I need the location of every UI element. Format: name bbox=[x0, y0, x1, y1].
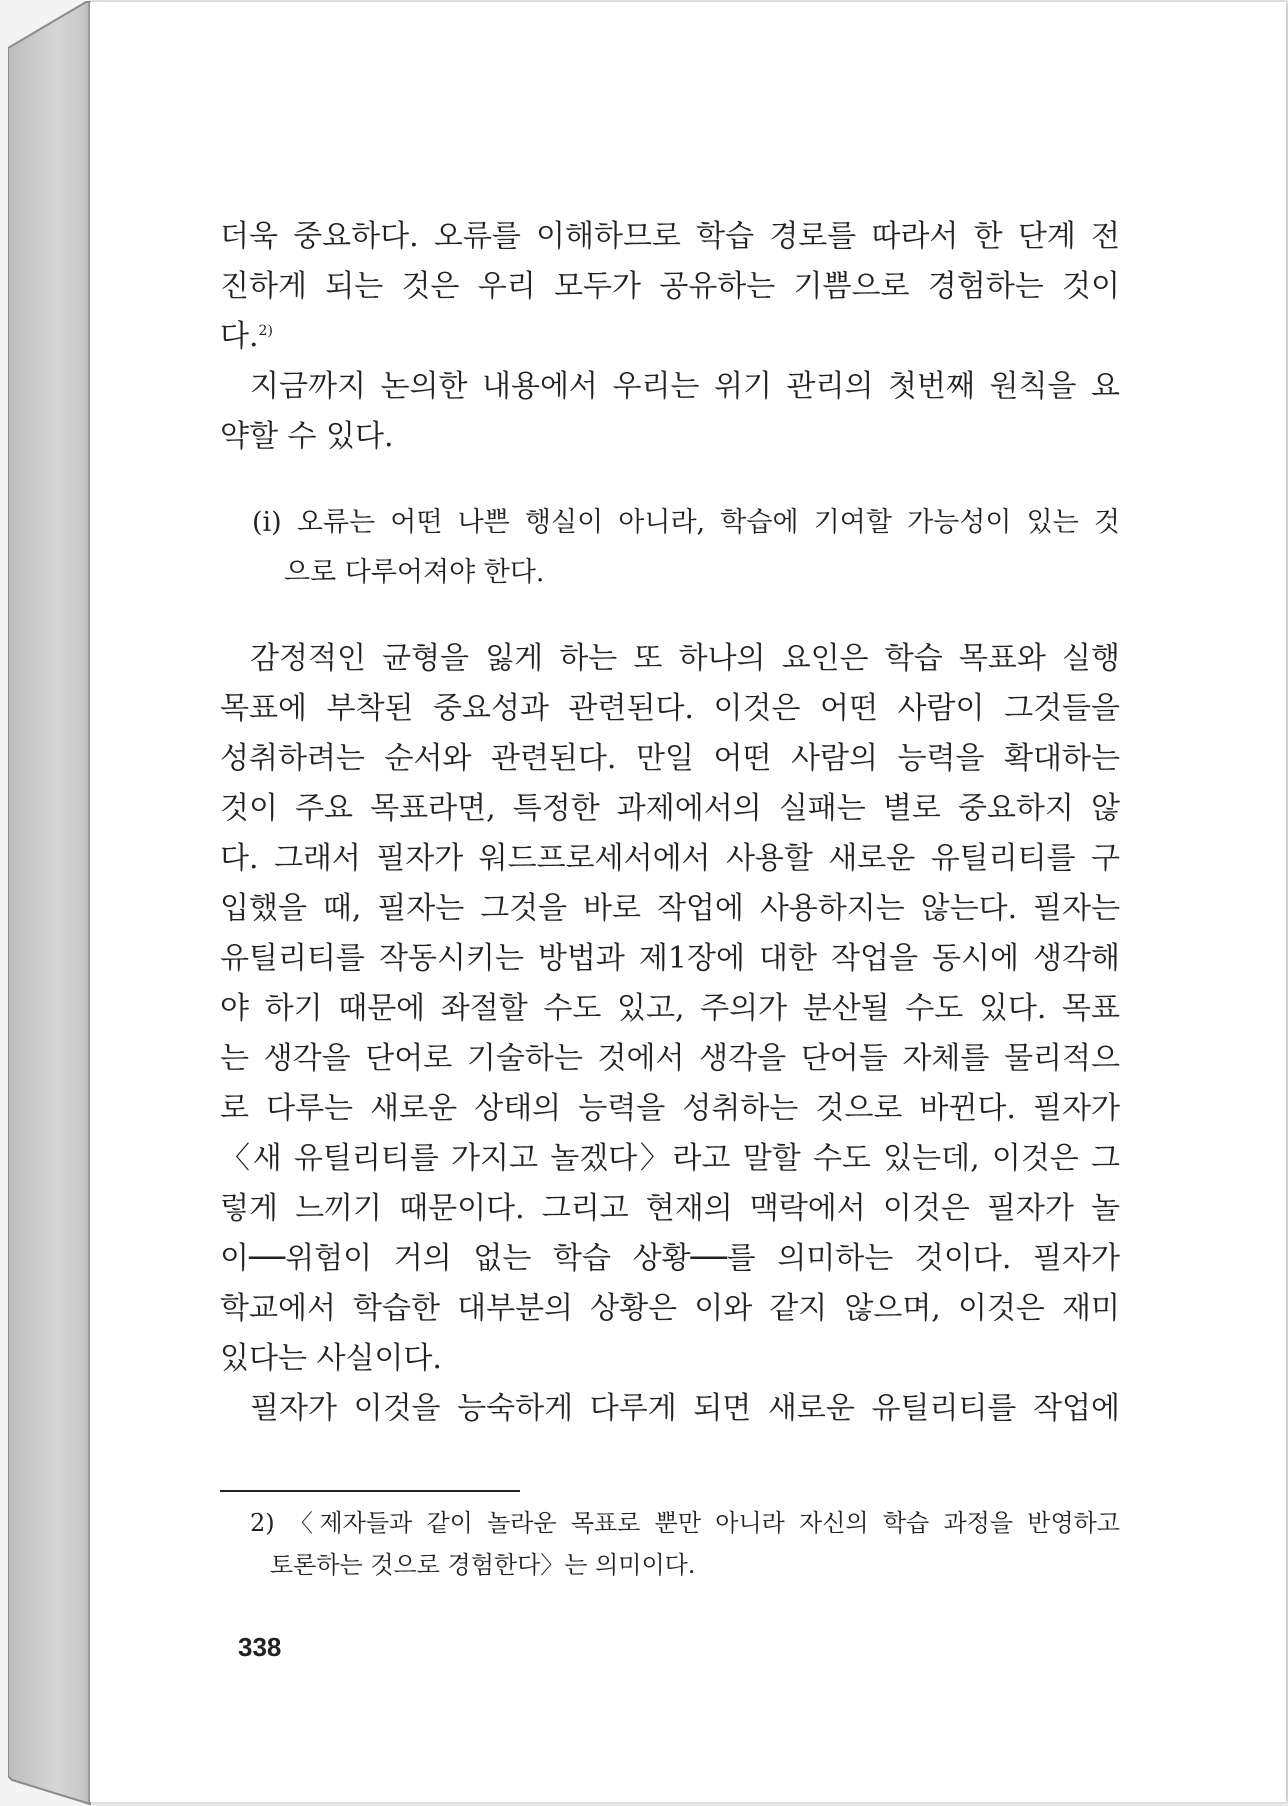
text-line: 유틸리티를 작동시키는 방법과 제1장에 대한 작업을 동시에 생각해 bbox=[220, 941, 1120, 976]
text-line: 이──위험이 거의 없는 학습 상황──를 의미하는 것이다. 필자가 bbox=[220, 1241, 1120, 1276]
text-line: 렇게 느끼기 때문이다. 그리고 현재의 맥락에서 이것은 필자가 놀 bbox=[220, 1191, 1120, 1226]
text-line: 필자가 이것을 능숙하게 다루게 되면 새로운 유틸리티를 작업에 bbox=[250, 1391, 1120, 1426]
text-line: 다. 그래서 필자가 워드프로세서에서 사용할 새로운 유틸리티를 구 bbox=[220, 841, 1120, 876]
page-sheet bbox=[88, 2, 1286, 1802]
footnote bbox=[250, 1502, 1120, 1586]
text-line: 진하게 되는 것은 우리 모두가 공유하는 기쁨으로 경험하는 것이 bbox=[220, 269, 1120, 304]
body-text bbox=[220, 212, 1120, 1434]
text-line: 학교에서 학습한 대부분의 상황은 이와 같지 않으며, 이것은 재미 bbox=[220, 1291, 1120, 1326]
text-line: 더욱 중요하다. 오류를 이해하므로 학습 경로를 따라서 한 단계 전 bbox=[220, 219, 1120, 254]
book-spine bbox=[8, 0, 92, 1806]
principle-line: 으로 다루어져야 한다. bbox=[284, 557, 545, 588]
text-line: 야 하기 때문에 좌절할 수도 있고, 주의가 분산될 수도 있다. 목표 bbox=[220, 991, 1120, 1026]
text-line: 다. bbox=[220, 319, 259, 354]
text-line: 것이 주요 목표라면, 특정한 과제에서의 실패는 별로 중요하지 않 bbox=[220, 791, 1120, 826]
text-line: 〈새 유틸리티를 가지고 놀겠다〉라고 말할 수도 있는데, 이것은 그 bbox=[220, 1141, 1120, 1176]
footnote-divider bbox=[220, 1490, 520, 1492]
text-line: 입했을 때, 필자는 그것을 바로 작업에 사용하지는 않는다. 필자는 bbox=[220, 891, 1120, 926]
text-line: 는 생각을 단어로 기술하는 것에서 생각을 단어들 자체를 물리적으 bbox=[220, 1041, 1120, 1076]
footnote-line: 토론하는 것으로 경험한다〉는 의미이다. bbox=[270, 1551, 696, 1579]
text-line: 있다는 사실이다. bbox=[220, 1341, 442, 1376]
page-number: 338 bbox=[238, 1632, 282, 1662]
principle-line: (i) 오류는 어떤 나쁜 행실이 아니라, 학습에 기여할 가능성이 있는 것 bbox=[252, 507, 1120, 538]
text-line: 목표에 부착된 중요성과 관련된다. 이것은 어떤 사람이 그것들을 bbox=[220, 691, 1120, 726]
text-line: 지금까지 논의한 내용에서 우리는 위기 관리의 첫번째 원칙을 요 bbox=[250, 369, 1120, 404]
text-line: 성취하려는 순서와 관련된다. 만일 어떤 사람의 능력을 확대하는 bbox=[220, 741, 1120, 776]
text-line: 로 다루는 새로운 상태의 능력을 성취하는 것으로 바뀐다. 필자가 bbox=[220, 1091, 1120, 1126]
text-line: 약할 수 있다. bbox=[220, 419, 394, 454]
text-line: 감정적인 균형을 잃게 하는 또 하나의 요인은 학습 목표와 실행 bbox=[250, 641, 1120, 676]
footnote-line: 2) 〈제자들과 같이 놀라운 목표로 뿐만 아니라 자신의 학습 과정을 반영하고 bbox=[250, 1509, 1120, 1537]
principle-item bbox=[220, 498, 1120, 598]
footnote-reference: 2) bbox=[258, 323, 273, 339]
text-line-with-footnote bbox=[220, 312, 1120, 362]
